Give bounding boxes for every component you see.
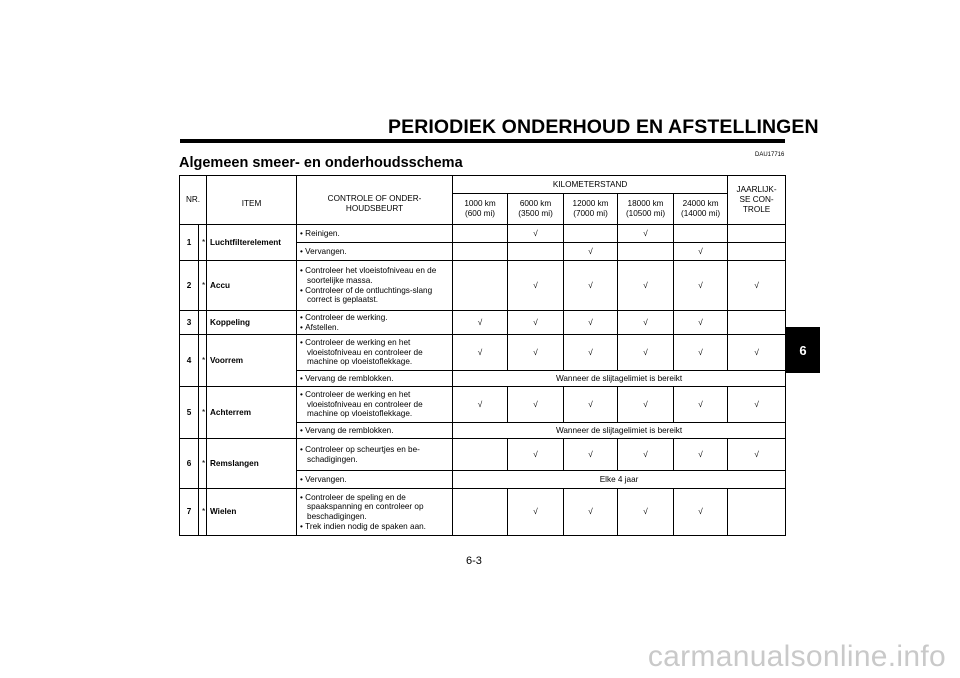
check-mark: √ — [564, 243, 618, 261]
check-mark: √ — [508, 439, 564, 471]
check-mark: √ — [728, 439, 786, 471]
item-name: Accu — [207, 261, 297, 311]
check-mark: √ — [564, 489, 618, 536]
check-mark: √ — [453, 335, 508, 371]
check-mark: √ — [508, 225, 564, 243]
action-bullet: • Trek indien nodig de spaken aan. — [300, 522, 449, 532]
empty-cell — [453, 225, 508, 243]
header-odometer: KILOMETERSTAND — [453, 176, 728, 194]
check-mark: √ — [728, 335, 786, 371]
maintenance-action — [297, 261, 453, 311]
action-bullet: • Controleer de werking. — [300, 313, 449, 323]
item-number: 7 — [180, 489, 199, 536]
interval-note: Wanneer de slijtagelimiet is bereikt — [453, 423, 786, 439]
table-row — [180, 387, 786, 423]
maintenance-action — [297, 489, 453, 536]
asterisk-mark: * — [199, 261, 207, 311]
asterisk-mark: * — [199, 335, 207, 387]
item-name: Voorrem — [207, 335, 297, 387]
item-number: 4 — [180, 335, 199, 387]
check-mark: √ — [508, 261, 564, 311]
action-bullet: • Afstellen. — [300, 323, 449, 333]
action-bullet: • Controleer op scheurtjes en be-schadigingen. — [300, 445, 449, 464]
table-row — [180, 489, 786, 536]
check-mark: √ — [674, 243, 728, 261]
table-row — [180, 335, 786, 371]
page-number: 6-3 — [466, 555, 482, 567]
check-mark: √ — [564, 387, 618, 423]
empty-cell — [508, 243, 564, 261]
empty-cell — [453, 439, 508, 471]
check-mark: √ — [618, 311, 674, 335]
check-mark: √ — [508, 335, 564, 371]
header-km-18000: 18000 km (10500 mi) — [618, 194, 674, 225]
maintenance-action — [297, 439, 453, 471]
check-mark: √ — [564, 311, 618, 335]
check-mark: √ — [674, 311, 728, 335]
header-annual-check: JAARLIJK- SE CON- TROLE — [728, 176, 786, 225]
document-code: DAU17716 — [755, 152, 785, 158]
action-bullet: • Controleer het vloeistofniveau en de soortelijke massa. — [300, 266, 449, 285]
header-nr: NR. — [180, 176, 207, 225]
check-mark: √ — [618, 387, 674, 423]
item-name: Luchtfilterelement — [207, 225, 297, 261]
check-mark: √ — [618, 261, 674, 311]
maintenance-action — [297, 225, 453, 243]
header-km-24000: 24000 km (14000 mi) — [674, 194, 728, 225]
check-mark: √ — [564, 261, 618, 311]
empty-cell — [728, 311, 786, 335]
empty-cell — [674, 225, 728, 243]
asterisk-mark: * — [199, 439, 207, 489]
action-bullet: • Controleer de werking en het vloeistofniveau en controleer de machine op vloeistoflekkage. — [300, 390, 449, 419]
page-title: PERIODIEK ONDERHOUD EN AFSTELLINGEN — [388, 116, 819, 138]
header-km-1000: 1000 km (600 mi) — [453, 194, 508, 225]
check-mark: √ — [453, 387, 508, 423]
empty-cell — [728, 225, 786, 243]
check-mark: √ — [674, 489, 728, 536]
item-number: 1 — [180, 225, 199, 261]
action-bullet: • Vervang de remblokken. — [300, 426, 449, 436]
header-item: ITEM — [207, 176, 297, 225]
check-mark: √ — [508, 489, 564, 536]
action-bullet: • Vervangen. — [300, 247, 449, 257]
check-mark: √ — [508, 387, 564, 423]
check-mark: √ — [618, 225, 674, 243]
watermark: carmanualsonline.info — [647, 640, 946, 673]
item-number: 6 — [180, 439, 199, 489]
item-name: Remslangen — [207, 439, 297, 489]
chapter-tab: 6 — [786, 327, 820, 373]
check-mark: √ — [728, 261, 786, 311]
item-name: Wielen — [207, 489, 297, 536]
maintenance-action — [297, 371, 453, 387]
empty-cell — [564, 225, 618, 243]
maintenance-action — [297, 423, 453, 439]
asterisk-mark — [199, 311, 207, 335]
table-row — [180, 261, 786, 311]
check-mark: √ — [618, 439, 674, 471]
empty-cell — [453, 489, 508, 536]
check-mark: √ — [508, 311, 564, 335]
action-bullet: • Reinigen. — [300, 229, 449, 239]
item-name: Achterrem — [207, 387, 297, 439]
check-mark: √ — [618, 335, 674, 371]
item-number: 5 — [180, 387, 199, 439]
asterisk-mark: * — [199, 387, 207, 439]
maintenance-action — [297, 335, 453, 371]
action-bullet: • Controleer de werking en het vloeistofniveau en controleer de machine op vloeistoflekkage. — [300, 338, 449, 367]
table-row — [180, 225, 786, 243]
item-name: Koppeling — [207, 311, 297, 335]
empty-cell — [728, 489, 786, 536]
empty-cell — [453, 261, 508, 311]
maintenance-action — [297, 311, 453, 335]
maintenance-action — [297, 387, 453, 423]
empty-cell — [728, 243, 786, 261]
action-bullet: • Controleer de speling en de spaakspanning en controleer op beschadigingen. — [300, 493, 449, 522]
check-mark: √ — [674, 261, 728, 311]
maintenance-schedule-table — [179, 175, 786, 536]
check-mark: √ — [618, 489, 674, 536]
interval-note: Elke 4 jaar — [453, 471, 786, 489]
title-rule — [180, 139, 785, 143]
table-row — [180, 439, 786, 471]
section-heading: Algemeen smeer- en onderhoudsschema — [179, 155, 463, 171]
asterisk-mark: * — [199, 225, 207, 261]
interval-note: Wanneer de slijtagelimiet is bereikt — [453, 371, 786, 387]
empty-cell — [453, 243, 508, 261]
action-bullet: • Vervang de remblokken. — [300, 374, 449, 384]
header-control: CONTROLE OF ONDER- HOUDSBEURT — [297, 176, 453, 225]
header-km-6000: 6000 km (3500 mi) — [508, 194, 564, 225]
check-mark: √ — [564, 439, 618, 471]
action-bullet: • Vervangen. — [300, 475, 449, 485]
check-mark: √ — [674, 387, 728, 423]
check-mark: √ — [674, 335, 728, 371]
maintenance-action — [297, 243, 453, 261]
action-bullet: • Controleer of de ontluchtings-slang correct is geplaatst. — [300, 286, 449, 305]
check-mark: √ — [564, 335, 618, 371]
check-mark: √ — [453, 311, 508, 335]
item-number: 3 — [180, 311, 199, 335]
table-row — [180, 311, 786, 335]
item-number: 2 — [180, 261, 199, 311]
check-mark: √ — [728, 387, 786, 423]
maintenance-action — [297, 471, 453, 489]
check-mark: √ — [674, 439, 728, 471]
header-km-12000: 12000 km (7000 mi) — [564, 194, 618, 225]
empty-cell — [618, 243, 674, 261]
asterisk-mark: * — [199, 489, 207, 536]
